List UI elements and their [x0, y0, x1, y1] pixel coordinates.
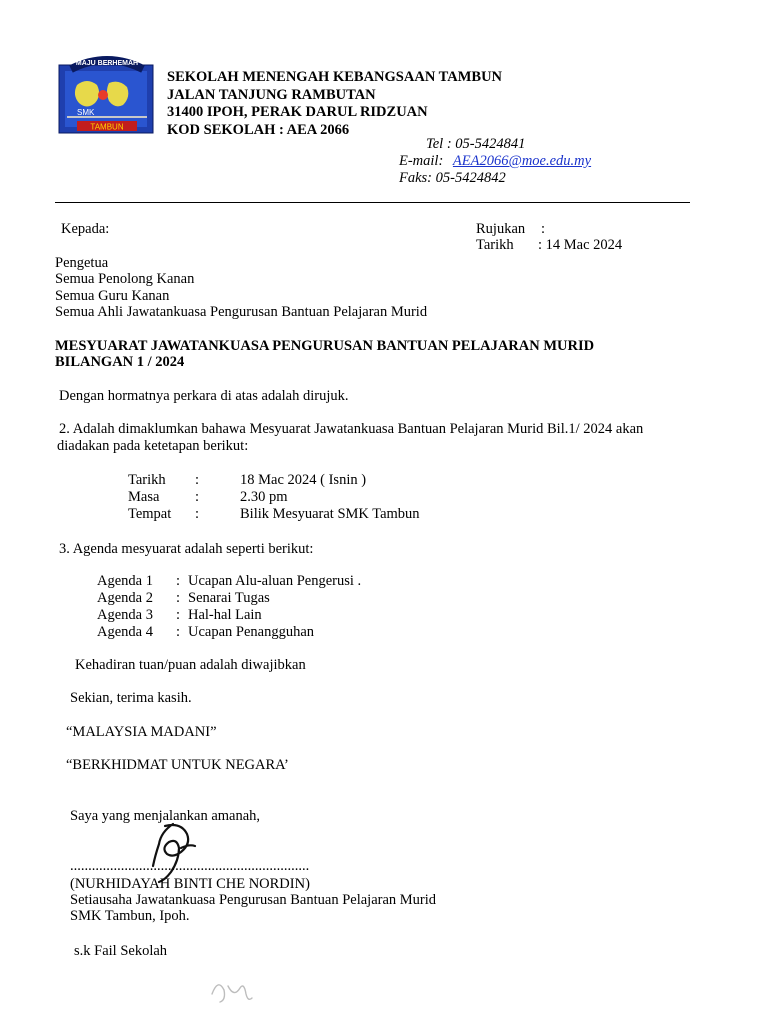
attendance-line: Kehadiran tuan/puan adalah diwajibkan	[75, 657, 306, 673]
detail-value: 18 Mac 2024 ( Isnin )	[240, 472, 367, 488]
recipient-4: Semua Ahli Jawatankuasa Pengurusan Bantuan Pelajaran Murid	[55, 304, 428, 320]
logo-left-text: SMK	[77, 108, 95, 117]
para3-line: 3. Agenda mesyuarat adalah seperti berikut:	[59, 541, 314, 557]
recipient-1: Pengetua	[55, 255, 109, 271]
detail-colon: :	[195, 506, 200, 522]
signatory-org: SMK Tambun, Ipoh.	[70, 908, 190, 924]
agenda-value: Ucapan Penangguhan	[188, 624, 315, 640]
agenda-colon: :	[176, 590, 181, 606]
tarikh-value: : 14 Mac 2024	[538, 237, 623, 253]
signature-dots: ..................................................................	[70, 858, 310, 874]
agenda-label: Agenda 4	[97, 624, 153, 640]
kepada-label: Kepada:	[61, 221, 110, 237]
header-divider	[55, 202, 690, 203]
signatory-name: (NURHIDAYAH BINTI CHE NORDIN)	[70, 876, 310, 892]
subject-line-1: MESYUARAT JAWATANKUASA PENGURUSAN BANTUAN PELAJARAN MURID	[55, 338, 595, 354]
school-name: SEKOLAH MENENGAH KEBANGSAAN TAMBUN	[167, 69, 503, 85]
motto-1: “MALAYSIA MADANI”	[66, 724, 217, 740]
school-logo	[57, 55, 157, 135]
agenda-label: Agenda 3	[97, 607, 153, 623]
faint-stamp-mark	[200, 972, 260, 1012]
recipient-2: Semua Penolong Kanan	[55, 271, 195, 287]
agenda-colon: :	[176, 607, 181, 623]
detail-value: 2.30 pm	[240, 489, 288, 505]
email-line	[399, 153, 591, 170]
school-header	[167, 69, 502, 139]
agenda-label: Agenda 2	[97, 590, 153, 606]
rujukan-label: Rujukan	[476, 221, 526, 237]
agenda-colon: :	[176, 573, 181, 589]
cc-line: s.k Fail Sekolah	[74, 943, 168, 959]
fax: Faks: 05-5424842	[399, 170, 506, 186]
agenda-value: Ucapan Alu-aluan Pengerusi .	[188, 573, 362, 589]
school-code: KOD SEKOLAH : AEA 2066	[167, 121, 350, 138]
signatory-title: Setiausaha Jawatankuasa Pengurusan Bantuan Pelajaran Murid	[70, 892, 437, 908]
para2-line-2: diadakan pada ketetapan berikut:	[57, 438, 249, 454]
tel: Tel : 05-5424841	[426, 136, 526, 152]
agenda-value: Senarai Tugas	[188, 590, 270, 606]
tarikh-label: Tarikh	[476, 237, 514, 253]
detail-colon: :	[195, 489, 200, 505]
signature-intro: Saya yang menjalankan amanah,	[70, 808, 261, 824]
motto-2: “BERKHIDMAT UNTUK NEGARA’	[66, 757, 289, 773]
detail-label: Tempat	[128, 506, 172, 522]
detail-label: Tarikh	[128, 472, 166, 488]
para2-line-1: 2. Adalah dimaklumkan bahawa Mesyuarat Jawatankuasa Bantuan Pelajaran Murid Bil.1/ 2024 akan	[59, 421, 644, 437]
address-line-2: 31400 IPOH, PERAK DARUL RIDZUAN	[167, 104, 428, 120]
address-line-1: JALAN TANJUNG RAMBUTAN	[167, 86, 376, 103]
recipient-3: Semua Guru Kanan	[55, 288, 170, 304]
rujukan-colon: :	[541, 221, 546, 237]
subject-line-2: BILANGAN 1 / 2024	[55, 354, 185, 370]
agenda-label: Agenda 1	[97, 573, 153, 589]
agenda-value: Hal-hal Lain	[188, 607, 262, 623]
email-label: E-mail:	[399, 153, 444, 169]
logo-bottom-text: TAMBUN	[90, 122, 124, 132]
detail-colon: :	[195, 472, 200, 488]
email-link[interactable]: AEA2066@moe.edu.my	[452, 153, 592, 169]
logo-top-text: MAJU BERHEMAH	[75, 60, 139, 67]
agenda-colon: :	[176, 624, 181, 640]
detail-label: Masa	[128, 489, 160, 505]
detail-value: Bilik Mesyuarat SMK Tambun	[240, 506, 420, 522]
opening-line: Dengan hormatnya perkara di atas adalah dirujuk.	[59, 388, 349, 404]
closing-line: Sekian, terima kasih.	[70, 690, 192, 706]
